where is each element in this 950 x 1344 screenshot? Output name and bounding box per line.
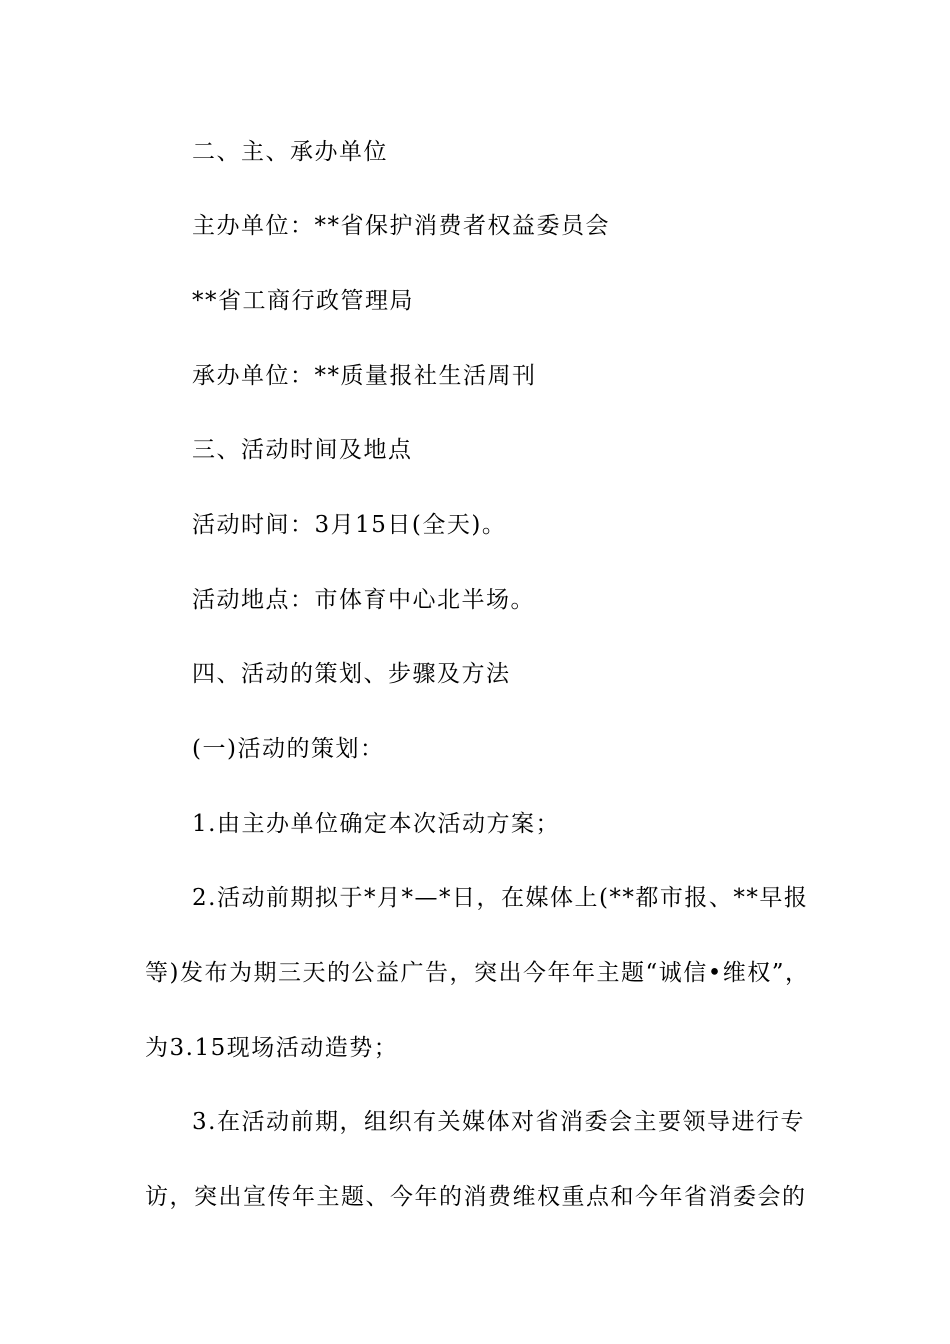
- host-unit-line: 主办单位：**省保护消费者权益委员会: [192, 213, 610, 239]
- planning-item-3-continued: 访，突出宣传年主题、今年的消费维权重点和今年省消委会的: [145, 1184, 807, 1210]
- event-place-line: 活动地点：市体育中心北半场。: [192, 587, 535, 613]
- organizer-unit-line: 承办单位：**质量报社生活周刊: [192, 363, 537, 389]
- heading-organizers: 二、主、承办单位: [192, 139, 388, 165]
- planning-item-3: 3.在活动前期，组织有关媒体对省消委会主要领导进行专: [192, 1109, 805, 1135]
- heading-time-place: 三、活动时间及地点: [192, 437, 413, 463]
- planning-item-1: 1.由主办单位确定本次活动方案；: [192, 811, 560, 837]
- host-unit-second-line: **省工商行政管理局: [192, 288, 414, 314]
- subheading-planning: (一)活动的策划：: [192, 736, 385, 762]
- planning-item-2-continued: 等)发布为期三天的公益广告，突出今年年主题“诚信•维权”，: [145, 960, 810, 986]
- planning-item-2: 2.活动前期拟于*月*—*日，在媒体上(**都市报、**早报: [192, 885, 809, 911]
- heading-planning: 四、活动的策划、步骤及方法: [192, 661, 511, 687]
- event-time-line: 活动时间：3月15日(全天)。: [192, 512, 507, 538]
- planning-item-2-end: 为3.15现场活动造势；: [145, 1035, 399, 1061]
